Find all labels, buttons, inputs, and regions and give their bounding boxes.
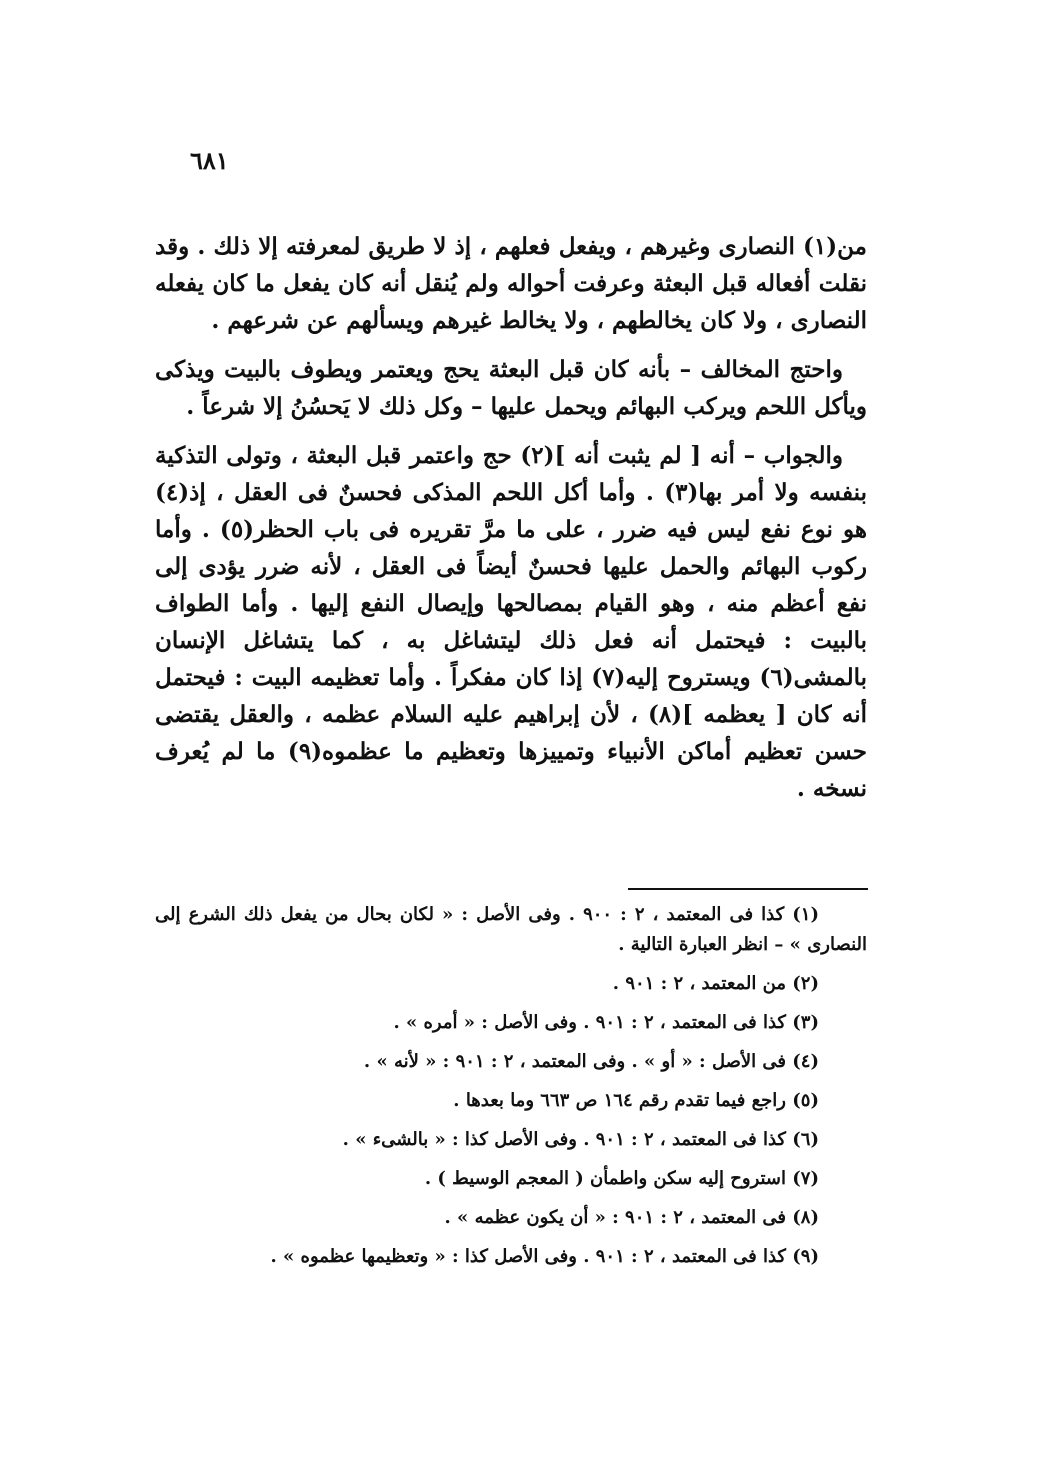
footnote-3: (٣) كذا فى المعتمد ، ٢ : ٩٠١ . وفى الأصل : « أمره » .: [393, 1012, 819, 1033]
footnote-1: (١) كذا فى المعتمد ، ٢ : ٩٠٠ . وفى الأصل : « لكان بحال من يفعل ذلك الشرع إلى النصارى » – انظر العبارة التالية .: [155, 904, 867, 955]
footnote-2: (٢) من المعتمد ، ٢ : ٩٠١ .: [612, 973, 819, 994]
footnote-5: (٥) راجع فيما تقدم رقم ١٦٤ ص ٦٦٣ وما بعدها .: [453, 1090, 819, 1111]
paragraph-1: من(١) النصارى وغيرهم ، ويفعل فعلهم ، إذ لا طريق لمعرفته إلا ذلك . وقد نقلت أفعاله قبل البعثة وعرفت أحواله ولم يُنقل أنه كان يفعل ما كان يفعله النصارى ، ولا كان يخالطهم ، ولا يخالط غيرهم ويسألهم عن شرعهم .: [155, 233, 867, 334]
footnotes: [155, 900, 867, 1281]
footnote-4: (٤) فى الأصل : « أو » . وفى المعتمد ، ٢ : ٩٠١ : « لأنه » .: [363, 1051, 819, 1072]
paragraph-2: واحتج المخالف – بأنه كان قبل البعثة يحج ويعتمر ويطوف بالبيت ويذكى ويأكل اللحم ويركب البهائم ويحمل عليها – وكل ذلك لا يَحسُنُ إلا شرعاً .: [155, 356, 867, 420]
main-text: [155, 228, 867, 807]
footnote-8: (٨) فى المعتمد ، ٢ : ٩٠١ : « أن يكون عظمه » .: [444, 1207, 819, 1228]
footnote-7: (٧) استروح إليه سكن واطمأن ( المعجم الوسيط ) .: [424, 1168, 819, 1189]
footnote-separator: [628, 888, 868, 890]
paragraph-3: والجواب – أنه [ لم يثبت أنه ](٢) حج واعتمر قبل البعثة ، وتولى التذكية بنفسه ولا أمر بها(٣) . وأما أكل اللحم المذكى فحسنٌ فى العقل ، إذ(٤) هو نوع نفع ليس فيه ضرر ، على ما مرَّ تقريره فى باب الحظر(٥) . وأما ركوب البهائم والحمل عليها فحسنٌ أيضاً فى العقل ، لأنه ضرر يؤدى إلى نفع أعظم منه ، وهو القيام بمصالحها وإيصال النفع إليها . وأما الطواف بالبيت : فيحتمل أنه فعل ذلك ليتشاغل به ، كما يتشاغل الإنسان بالمشى(٦) ويستروح إليه(٧) إذا كان مفكراً . وأما تعظيمه البيت : فيحتمل أنه كان [ يعظمه ](٨) ، لأن إبراهيم عليه السلام عظمه ، والعقل يقتضى حسن تعظيم أماكن الأنبياء وتمييزها وتعظيم ما عظموه(٩) ما لم يُعرف نسخه .: [155, 442, 867, 802]
footnote-6: (٦) كذا فى المعتمد ، ٢ : ٩٠١ . وفى الأصل كذا : « بالشىء » .: [342, 1129, 819, 1150]
footnote-9: (٩) كذا فى المعتمد ، ٢ : ٩٠١ . وفى الأصل كذا : « وتعظيمها عظموه » .: [270, 1246, 819, 1267]
page-number: ٦٨١: [190, 146, 229, 175]
